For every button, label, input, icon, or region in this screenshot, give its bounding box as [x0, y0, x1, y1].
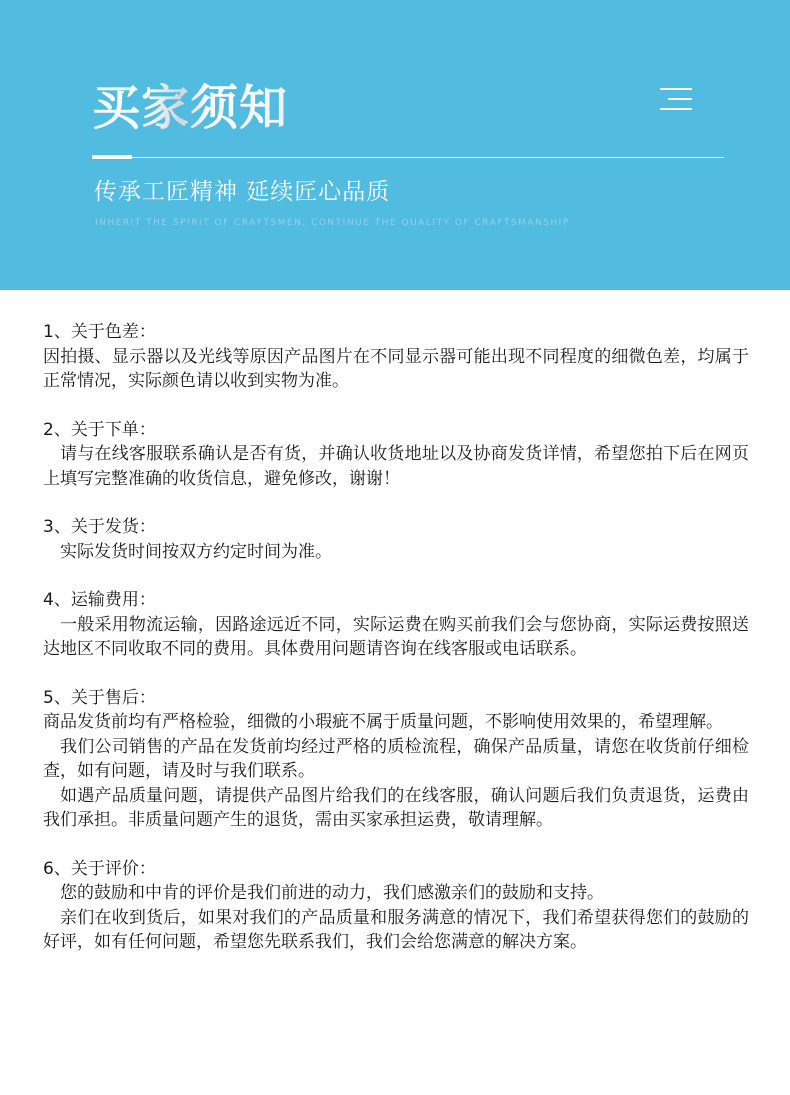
notice-section: [43, 588, 749, 662]
notice-content: [43, 320, 749, 979]
section-heading: 4、运输费用：: [43, 590, 156, 610]
section-paragraph: 实际发货时间按双方约定时间为准。: [60, 541, 332, 562]
header-divider: [92, 157, 724, 158]
menu-line: [668, 98, 692, 100]
notice-section: [43, 515, 749, 564]
section-heading: 1、关于色差：: [43, 322, 156, 342]
header-banner: [0, 0, 790, 290]
notice-section: [43, 418, 749, 492]
notice-section: [43, 857, 749, 955]
section-paragraph: 我们公司销售的产品在发货前均经过严格的质检流程，确保产品质量，请您在收货前仔细检查，如有问题，请及时与我们联系。: [43, 736, 749, 781]
page-subtitle: 传承工匠精神 延续匠心品质: [94, 179, 391, 205]
section-heading: 6、关于评价：: [43, 858, 156, 879]
section-heading: 3、关于发货：: [43, 517, 156, 537]
section-paragraph: 因拍摄、显示器以及光线等原因产品图片在不同显示器可能出现不同程度的细微色差，均属于正常情况，实际颜色请以收到实物为准。: [43, 346, 749, 391]
section-heading: 2、关于下单：: [43, 419, 156, 440]
section-paragraph: 请与在线客服联系确认是否有货，并确认收货地址以及协商发货详情，希望您拍下后在网页上填写完整准确的收货信息，避免修改，谢谢！: [43, 444, 749, 489]
menu-line: [660, 88, 692, 90]
section-paragraph: 一般采用物流运输，因路途远近不同，实际运费在购买前我们会与您协商，实际运费按照送达地区不同收取不同的费用。具体费用问题请咨询在线客服或电话联系。: [43, 614, 749, 659]
section-paragraph: 亲们在收到货后，如果对我们的产品质量和服务满意的情况下，我们希望获得您们的鼓励的好评，如有任何问题，希望您先联系我们，我们会给您满意的解决方案。: [43, 907, 749, 952]
section-paragraph: 您的鼓励和中肯的评价是我们前进的动力，我们感激亲们的鼓励和支持。: [60, 883, 604, 903]
notice-section: [43, 320, 749, 394]
header-divider-accent: [92, 155, 132, 159]
notice-section: [43, 686, 749, 833]
page-title: 买家须知: [92, 80, 289, 136]
section-heading: 5、关于售后：: [43, 687, 156, 708]
section-paragraph: 如遇产品质量问题，请提供产品图片给我们的在线客服，确认问题后我们负责退货，运费由我们承担。非质量问题产生的退货，需由买家承担运费，敬请理解。: [43, 785, 749, 830]
section-paragraph: 商品发货前均有严格检验，细微的小瑕疵不属于质量问题，不影响使用效果的，希望理解。: [43, 712, 723, 732]
page-subtitle-english: INHERIT THE SPIRIT OF CRAFTSMEN, CONTINUE THE QUALITY OF CRAFTSMANSHIP: [95, 218, 570, 228]
menu-icon[interactable]: [660, 88, 692, 110]
menu-line: [660, 108, 692, 110]
